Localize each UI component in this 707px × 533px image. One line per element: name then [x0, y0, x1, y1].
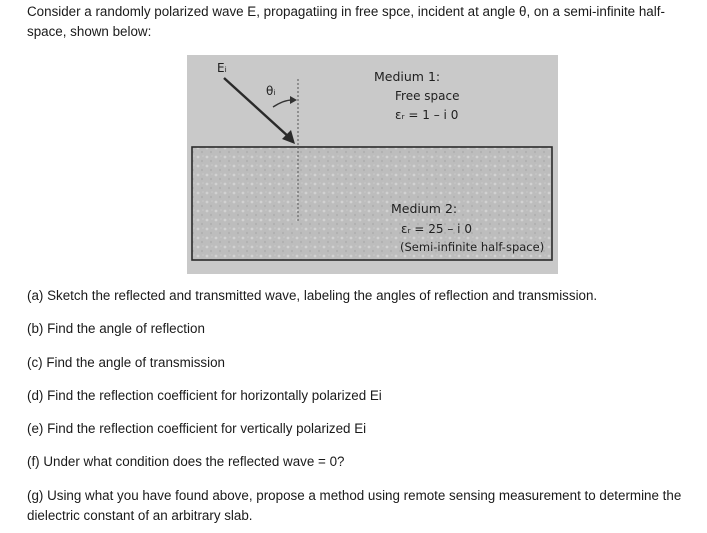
medium2-note: (Semi-infinite half-space)	[400, 240, 545, 254]
medium1-subtitle: Free space	[395, 89, 460, 103]
question-g: (g) Using what you have found above, propose a method using remote sensing measurement to determine the dielectric constant of an arbitrary slab.	[27, 488, 682, 523]
question-c: (c) Find the angle of transmission	[27, 355, 225, 370]
incident-ray	[224, 78, 290, 138]
medium1-permittivity: εᵣ = 1 – i 0	[395, 108, 459, 122]
medium1-title: Medium 1:	[374, 69, 441, 84]
medium2-permittivity: εᵣ = 25 – i 0	[401, 222, 472, 236]
angle-arc-arrowhead	[290, 96, 297, 104]
medium2-title: Medium 2:	[391, 201, 458, 216]
half-space-figure	[187, 55, 558, 274]
question-d: (d) Find the reflection coefficient for horizontally polarized Ei	[27, 388, 382, 403]
question-b: (b) Find the angle of reflection	[27, 321, 205, 336]
incident-field-label: Eᵢ	[217, 61, 227, 75]
incidence-angle-label: θᵢ	[266, 84, 276, 98]
question-e: (e) Find the reflection coefficient for vertically polarized Ei	[27, 421, 367, 436]
problem-intro: Consider a randomly polarized wave E, propagatiing in free spce, incident at angle θ, on a semi-infinite half-space, shown below:	[27, 4, 665, 39]
question-a: (a) Sketch the reflected and transmitted wave, labeling the angles of reflection and transmission.	[27, 288, 598, 303]
question-f: (f) Under what condition does the reflected wave = 0?	[27, 454, 345, 469]
